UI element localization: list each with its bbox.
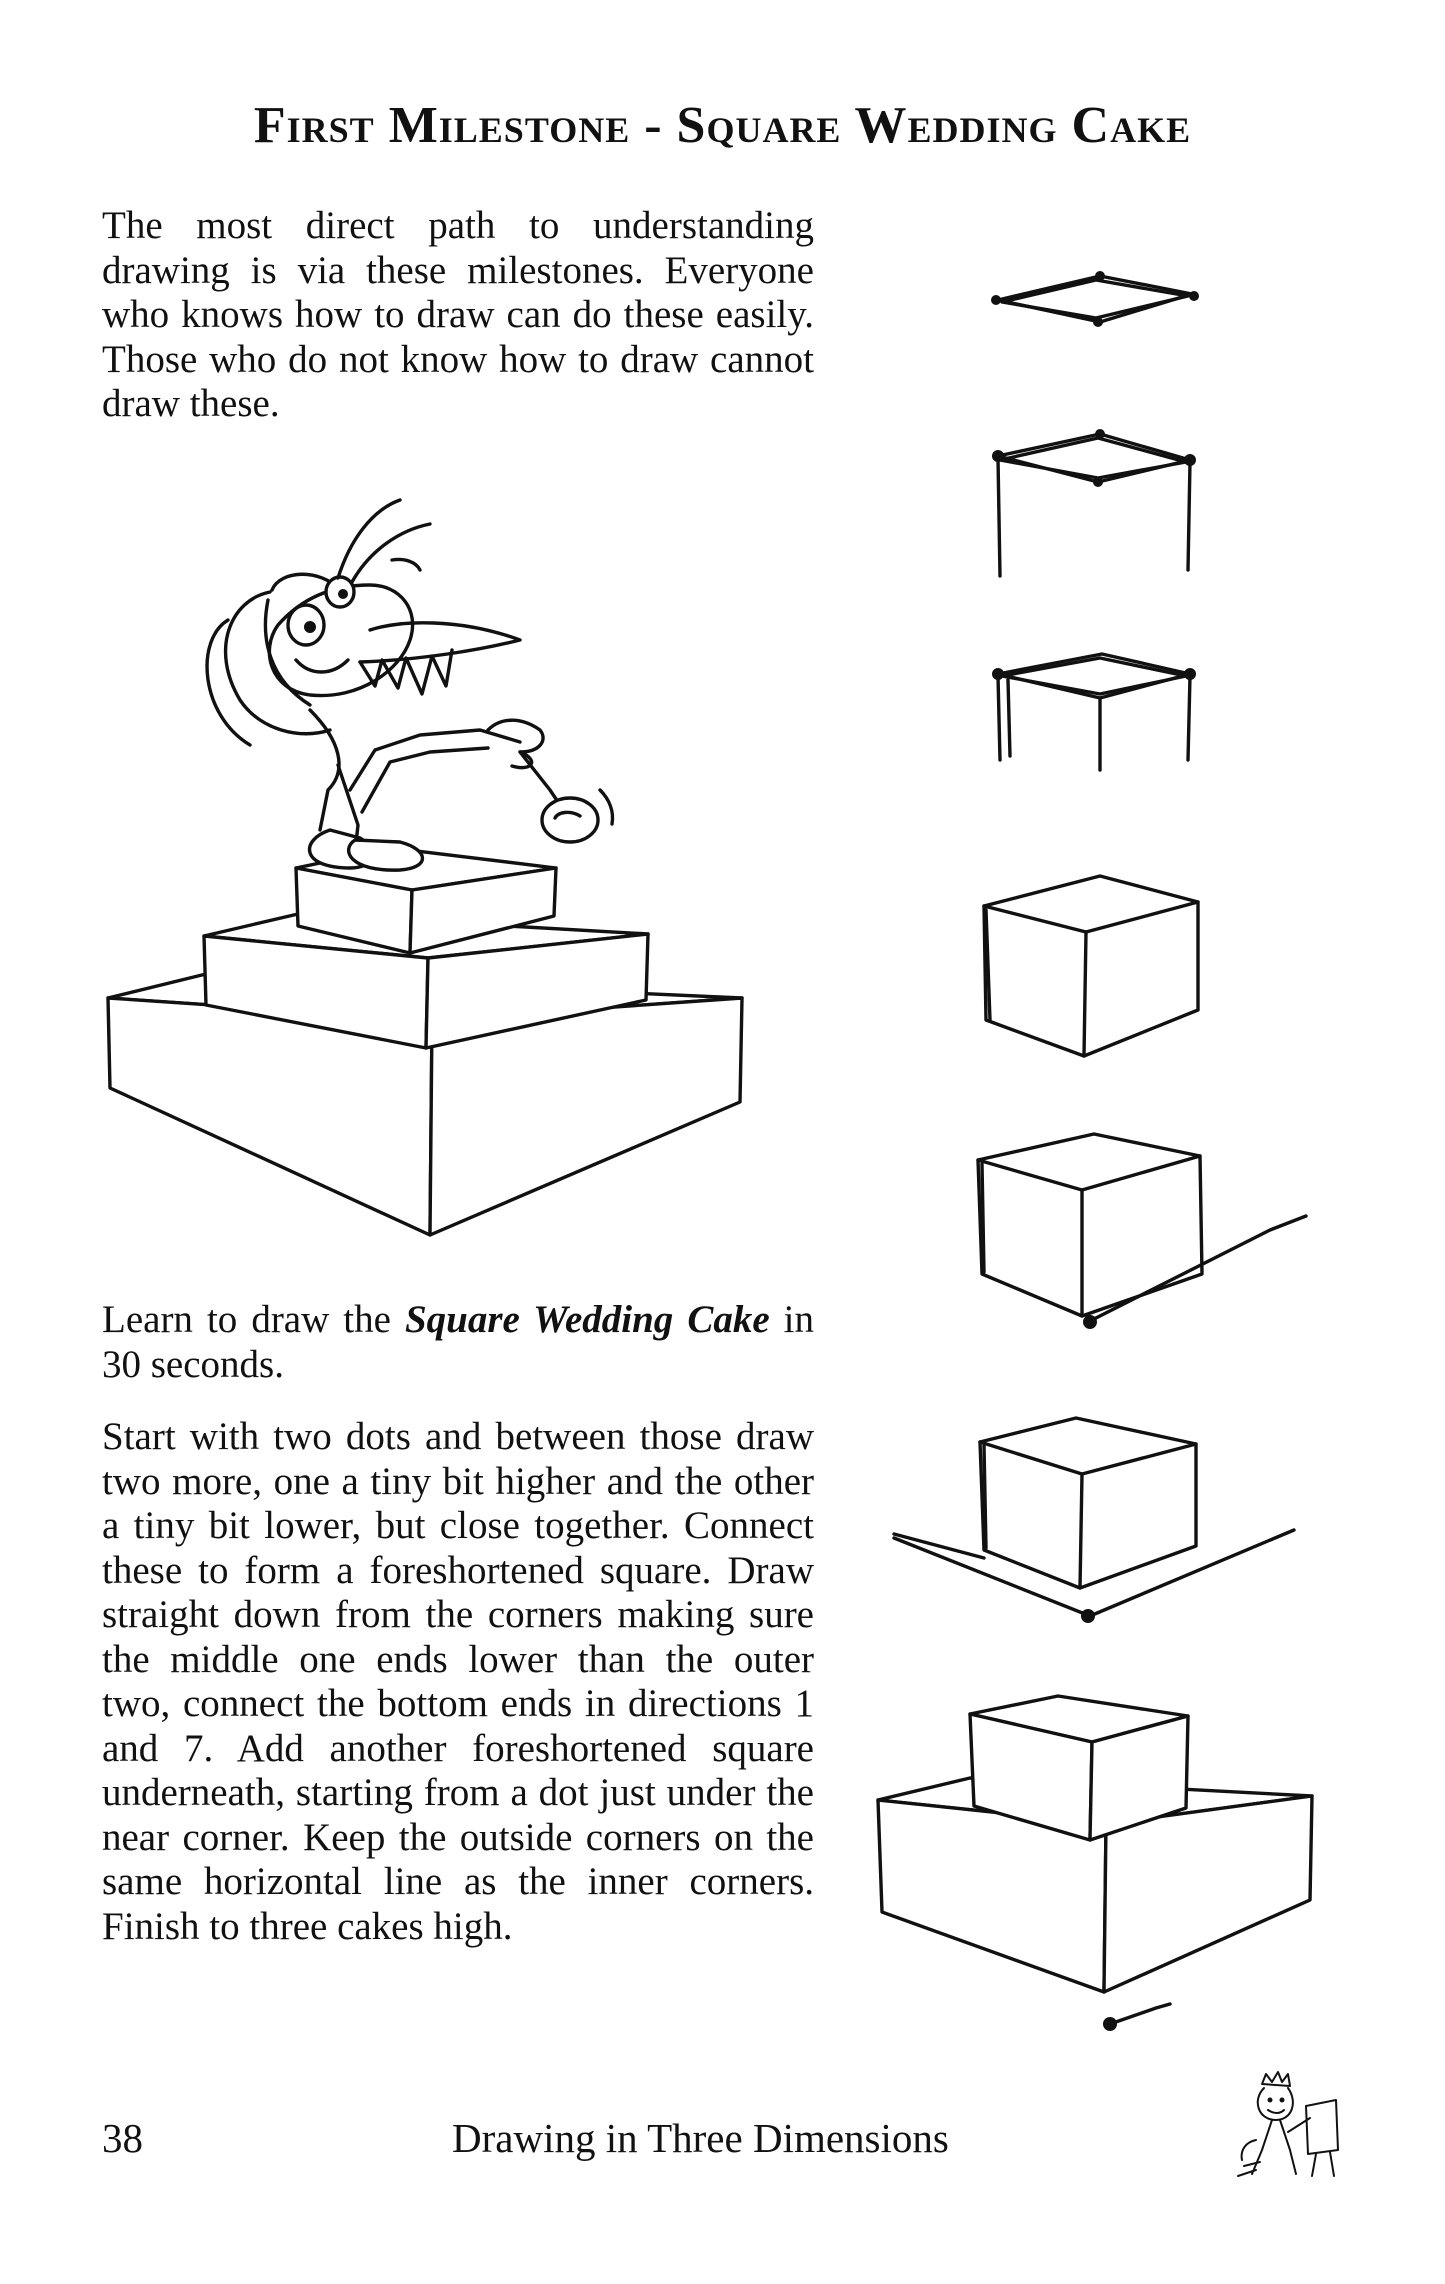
step-7-diagram xyxy=(870,1690,1320,2030)
step-5-diagram xyxy=(970,1130,1310,1350)
cake-ant-illustration xyxy=(100,490,760,1240)
king-artist-logo xyxy=(1232,2070,1342,2180)
step-6-diagram xyxy=(890,1410,1300,1640)
ant-character xyxy=(207,500,612,870)
intro-paragraph: The most direct path to understanding drawing is via these milestones. Everyone who knows how to draw can do these easily. Those who do not know how to draw cannot draw these. xyxy=(102,204,814,425)
instructions-paragraph: Start with two dots and between those draw two more, one a tiny bit higher and the other a tiny bit lower, but close together. Connect these to form a foreshortened square. Draw straight down from the corners making sure the middle one ends lower than the outer two, connect the bottom ends in directions 1 and 7. Add another foreshortened square underneath, starting from a dot just under the near corner. Keep the outside corners on the same horizontal line as the inner corners. Finish to three cakes high. xyxy=(102,1415,814,1948)
page-number: 38 xyxy=(102,2115,143,2161)
learn-text-before: Learn to draw the xyxy=(102,1298,405,1341)
learn-paragraph xyxy=(102,1298,814,1387)
learn-emphasis: Square Wedding Cake xyxy=(404,1298,770,1341)
step-2-diagram xyxy=(990,430,1210,580)
step-3-diagram xyxy=(990,650,1210,770)
learn-text-after: in 30 seconds. xyxy=(102,1298,815,1386)
page-title: First Milestone - Square Wedding Cake xyxy=(253,97,1192,154)
step-1-diagram xyxy=(990,270,1210,330)
step-4-diagram xyxy=(980,870,1210,1060)
book-title: Drawing in Three Dimensions xyxy=(452,2115,949,2161)
